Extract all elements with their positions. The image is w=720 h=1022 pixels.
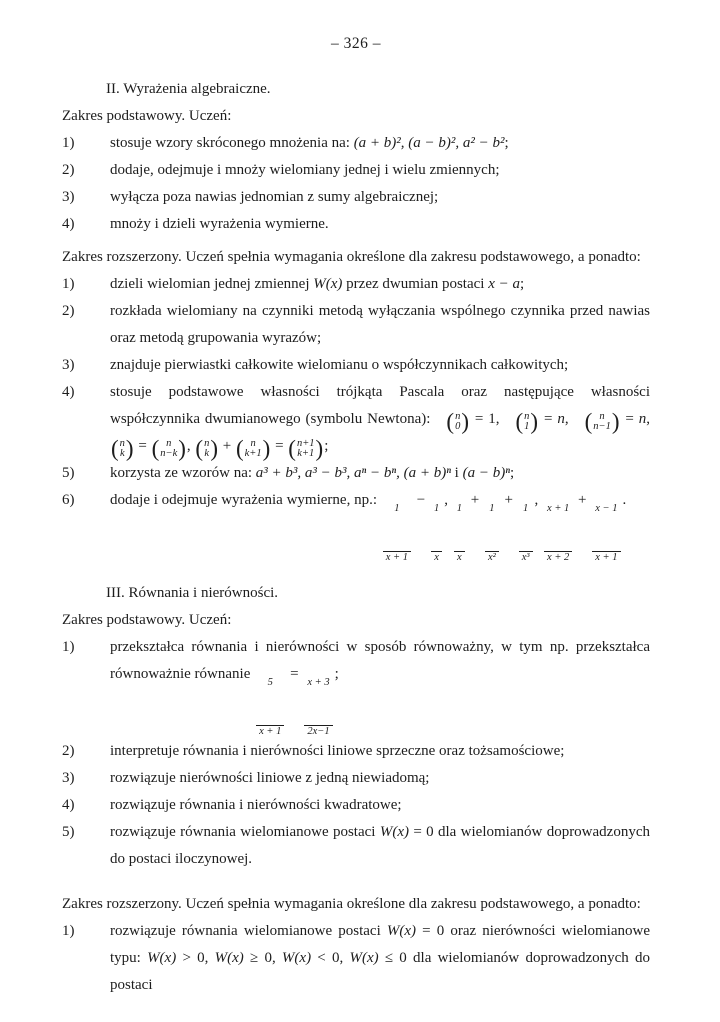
text-run: rozwiązuje nierówności liniowe z jedną niewiadomą;: [110, 770, 430, 786]
left-paren: (: [151, 436, 160, 461]
list-item-text: [110, 792, 650, 819]
math-fraction: [383, 503, 411, 564]
text-run: ,: [646, 411, 650, 427]
text-run: dodaje, odejmuje i mnoży wielomiany jednej i wielu zmiennych;: [110, 162, 500, 178]
binomial-coefficient: [515, 409, 539, 434]
text-run: mnoży i dzieli wyrażenia wymierne.: [110, 216, 329, 232]
text-run: rozwiązuje równania wielomianowe postaci: [110, 824, 380, 840]
list-item-number: 3): [62, 189, 75, 205]
text-run: i: [450, 465, 463, 481]
fraction-numerator: x + 1: [547, 503, 570, 514]
list-item: [62, 634, 650, 738]
text-run: ;: [334, 666, 339, 682]
list-item: [62, 792, 650, 819]
math-text: W(x): [147, 950, 177, 966]
paragraph: [62, 607, 650, 634]
list-item-number: 4): [62, 216, 75, 232]
fraction-denominator: x: [431, 551, 442, 564]
text-run: Zakres podstawowy. Uczeń:: [62, 108, 232, 124]
binomial-entries: [592, 412, 612, 433]
text-run: = 0 oraz nierówności wielomianowe typu:: [110, 923, 650, 966]
text-run: III. Równania i nierówności.: [106, 585, 279, 601]
list-item: [62, 819, 650, 873]
right-paren: ): [315, 436, 324, 461]
math-text: a³ + b³, a³ − b³, aⁿ − bⁿ, (a + b)ⁿ: [255, 465, 451, 481]
list-item: [62, 918, 650, 999]
binomial-coefficient: [288, 436, 324, 461]
section-heading: [62, 76, 650, 103]
right-paren: ): [125, 436, 134, 461]
left-paren: (: [235, 436, 244, 461]
binomial-bottom: k: [204, 448, 210, 459]
list-item-number: 6): [62, 492, 75, 508]
page-content: [62, 76, 650, 999]
math-text: W(x): [313, 276, 343, 292]
text-run: +: [219, 438, 235, 454]
math-fraction: [256, 677, 284, 738]
binomial-top: n: [119, 437, 125, 449]
page-number: – 326 –: [331, 35, 381, 52]
list-item: [62, 460, 650, 487]
text-run: ≥ 0,: [243, 950, 282, 966]
paragraph: [62, 891, 650, 918]
text-run: +: [466, 492, 483, 508]
text-run: przekształca równania i nierówności w sposób równoważny, w tym np. przekształca równoważnie równanie: [110, 639, 650, 682]
math-fraction: [485, 503, 499, 564]
binomial-bottom: k: [119, 448, 125, 459]
text-run: = 1,: [470, 411, 515, 427]
list-item-text: [110, 487, 650, 564]
list-item: [62, 487, 650, 564]
list-item: [62, 738, 650, 765]
binomial-entries: [159, 439, 178, 460]
list-item-text: [110, 460, 650, 487]
text-run: interpretuje równania i nierówności liniowe sprzeczne oraz tożsamościowe;: [110, 743, 565, 759]
binomial-bottom: 0: [455, 421, 461, 432]
binomial-bottom: k+1: [297, 448, 315, 459]
fraction-numerator: 1: [523, 503, 529, 514]
binomial-bottom: n−1: [593, 421, 611, 432]
text-run: ;: [324, 438, 329, 454]
list-item-number: 1): [62, 135, 75, 151]
paragraph: [62, 103, 650, 130]
left-paren: (: [195, 436, 204, 461]
binomial-coefficient: [584, 409, 620, 434]
list-item-text: [110, 157, 650, 184]
text-run: ;: [519, 276, 525, 292]
binomial-coefficient: [195, 436, 218, 461]
text-run: =: [286, 666, 303, 682]
fraction-denominator: x²: [485, 551, 499, 564]
fraction-denominator: x³: [519, 551, 533, 564]
fraction-denominator: x + 1: [256, 725, 284, 738]
binomial-top: n: [166, 437, 172, 449]
binomial-bottom: 1: [524, 421, 530, 432]
text-run: rozwiązuje równania wielomianowe postaci: [110, 923, 387, 939]
text-run: korzysta ze wzorów na:: [110, 465, 256, 481]
fraction-numerator: 1: [489, 503, 495, 514]
list-item-text: [110, 298, 650, 352]
math-text: x − a: [488, 276, 520, 292]
math-fraction: [592, 503, 620, 564]
binomial-entries: [244, 439, 263, 460]
left-paren: (: [446, 409, 455, 434]
section-gap: [62, 873, 650, 891]
right-paren: ): [262, 436, 271, 461]
math-fraction: [304, 677, 332, 738]
fraction-denominator: x + 1: [383, 551, 411, 564]
fraction-denominator: x + 2: [544, 551, 572, 564]
binomial-top: n: [599, 410, 605, 422]
left-paren: (: [111, 436, 119, 461]
text-run: =: [134, 438, 151, 454]
text-run: stosuje podstawowe własności trójkąta Pascala oraz następujące własności współczynnika dwumianowego (symbolu Newtona):: [110, 384, 650, 427]
right-paren: ): [611, 409, 620, 434]
fraction-denominator: 2x−1: [304, 725, 332, 738]
binomial-bottom: n−k: [160, 448, 178, 459]
list-item-text: [110, 130, 650, 157]
right-paren: ): [530, 409, 539, 434]
paragraph: [62, 244, 650, 271]
fraction-numerator: x − 1: [595, 503, 618, 514]
list-item-text: [110, 379, 650, 460]
list-item: [62, 211, 650, 238]
list-item: [62, 352, 650, 379]
list-item: [62, 271, 650, 298]
list-item-text: [110, 765, 650, 792]
right-paren: ): [178, 436, 186, 461]
list-item: [62, 184, 650, 211]
list-item-number: 4): [62, 797, 75, 813]
text-run: ,: [186, 438, 195, 454]
text-run: > 0,: [176, 950, 215, 966]
math-text: W(x): [379, 824, 409, 840]
list-item-text: [110, 738, 650, 765]
list-item-text: [110, 634, 650, 738]
list-item-number: 2): [62, 303, 75, 319]
text-run: ;: [509, 465, 515, 481]
math-fraction: [431, 503, 442, 564]
binomial-top: n: [250, 437, 256, 449]
list-item-number: 2): [62, 743, 75, 759]
math-fraction: [544, 503, 572, 564]
math-text: n: [638, 411, 647, 427]
left-paren: (: [584, 409, 593, 434]
list-item-number: 5): [62, 465, 75, 481]
text-run: dodaje i odejmuje wyrażenia wymierne, np.:: [110, 492, 381, 508]
text-run: ,: [534, 492, 543, 508]
section-heading: [62, 580, 650, 607]
binomial-entries: [523, 412, 530, 433]
left-paren: (: [288, 436, 296, 461]
text-run: znajduje pierwiastki całkowite wielomianu o współczynnikach całkowitych;: [110, 357, 569, 373]
text-run: =: [539, 411, 558, 427]
text-run: =: [271, 438, 288, 454]
binomial-entries: [454, 412, 461, 433]
list-item: [62, 379, 650, 460]
text-run: przez dwumian postaci: [342, 276, 489, 292]
text-run: .: [622, 492, 627, 508]
math-text: W(x): [349, 950, 379, 966]
text-run: +: [500, 492, 517, 508]
text-run: ,: [444, 492, 452, 508]
binomial-coefficient: [235, 436, 271, 461]
text-run: =: [620, 411, 639, 427]
fraction-numerator: 1: [394, 503, 400, 514]
text-run: rozkłada wielomiany na czynniki metodą wyłączania wspólnego czynnika przed nawias oraz metodą grupowania wyrazów;: [110, 303, 650, 346]
text-run: −: [413, 492, 429, 508]
binomial-top: n: [455, 410, 461, 422]
fraction-denominator: x + 1: [592, 551, 620, 564]
binomial-entries: [203, 439, 210, 460]
binomial-entries: [296, 439, 316, 460]
fraction-numerator: 1: [433, 503, 440, 514]
list-item-text: [110, 918, 650, 999]
list-item: [62, 130, 650, 157]
list-item-number: 1): [62, 923, 75, 939]
list-item-text: [110, 211, 650, 238]
text-run: II. Wyrażenia algebraiczne.: [106, 81, 271, 97]
binomial-coefficient: [446, 409, 470, 434]
text-run: wyłącza poza nawias jednomian z sumy algebraicznej;: [110, 189, 439, 205]
binomial-top: n: [524, 410, 530, 422]
math-text: W(x): [214, 950, 244, 966]
list-item: [62, 765, 650, 792]
right-paren: ): [210, 436, 218, 461]
fraction-numerator: 1: [456, 503, 462, 514]
list-item-number: 3): [62, 770, 75, 786]
list-item-number: 1): [62, 276, 75, 292]
binomial-top: n+1: [296, 437, 315, 449]
text-run: Zakres rozszerzony. Uczeń spełnia wymagania określone dla zakresu podstawowego, a ponadto:: [62, 896, 641, 912]
fraction-numerator: 5: [267, 677, 273, 688]
text-run: Zakres podstawowy. Uczeń:: [62, 612, 232, 628]
math-text: W(x): [386, 923, 417, 939]
list-item-number: 2): [62, 162, 75, 178]
list-item-text: [110, 184, 650, 211]
text-run: ;: [504, 135, 509, 151]
text-run: = 0 dla wielomianów doprowadzonych do postaci iloczynowej.: [110, 824, 650, 867]
math-text: (a − b)ⁿ: [462, 465, 510, 481]
list-item-text: [110, 819, 650, 873]
right-paren: ): [461, 409, 470, 434]
list-item-number: 3): [62, 357, 75, 373]
list-item-number: 5): [62, 824, 75, 840]
list-item-number: 1): [62, 639, 75, 655]
fraction-numerator: x + 3: [307, 677, 330, 688]
text-run: +: [574, 492, 591, 508]
list-item: [62, 157, 650, 184]
text-run: dzieli wielomian jednej zmiennej: [110, 276, 314, 292]
binomial-top: n: [204, 437, 210, 449]
math-text: n: [557, 411, 565, 427]
list-item-text: [110, 271, 650, 298]
text-run: ≤ 0 dla wielomianów doprowadzonych do postaci: [110, 950, 650, 993]
fraction-denominator: x: [454, 551, 465, 564]
list-item: [62, 298, 650, 352]
math-text: W(x): [281, 950, 312, 966]
text-run: rozwiązuje równania i nierówności kwadratowe;: [110, 797, 402, 813]
list-item-text: [110, 352, 650, 379]
math-fraction: [454, 503, 465, 564]
list-item-number: 4): [62, 384, 75, 400]
binomial-coefficient: [151, 436, 186, 461]
left-paren: (: [515, 409, 524, 434]
text-run: Zakres rozszerzony. Uczeń spełnia wymagania określone dla zakresu podstawowego, a ponadto:: [62, 249, 641, 265]
math-text: (a + b)², (a − b)², a² − b²: [353, 135, 505, 151]
section-gap: [62, 564, 650, 580]
text-run: stosuje wzory skróconego mnożenia na:: [110, 135, 354, 151]
binomial-entries: [119, 439, 126, 460]
text-run: < 0,: [311, 950, 350, 966]
text-run: ,: [564, 411, 584, 427]
math-fraction: [519, 503, 533, 564]
binomial-bottom: k+1: [244, 448, 262, 459]
binomial-coefficient: [111, 436, 134, 461]
